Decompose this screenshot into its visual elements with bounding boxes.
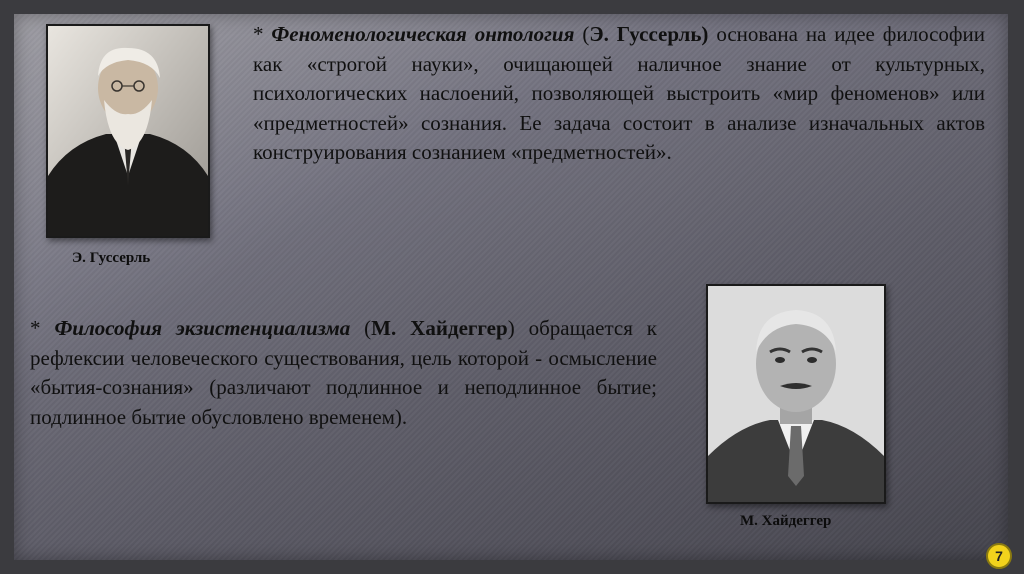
- paren-open: (: [574, 22, 590, 46]
- portrait-photo-icon: [708, 286, 884, 502]
- paren-close: ): [701, 22, 709, 46]
- heidegger-caption-surname: Хайдеггер: [761, 513, 832, 529]
- husserl-caption-initial: Э.: [72, 250, 86, 266]
- existentialism-body-text: обращается к рефлексии человеческого существования, цель которой - осмысление «бытия-сознания» (различают подлинное и неподлинное бытие; подлинное бытие обусловлено временем).: [30, 316, 658, 429]
- page-number-badge: 7: [986, 543, 1012, 569]
- term-phenomenological-ontology: Феноменологическая онтология: [271, 22, 575, 46]
- person-husserl-initial: Э: [589, 22, 604, 46]
- phenomenology-paragraph: [253, 20, 985, 168]
- husserl-caption: [72, 250, 150, 267]
- existentialism-paragraph: [30, 314, 657, 432]
- husserl-caption-surname: Гуссерль: [89, 250, 151, 266]
- heidegger-caption: [740, 513, 831, 530]
- phenomenology-body-text: основана на идее философии как «строгой науки», очищающей наличное знание от культурных, психологических наслоений, позволяющей выстроить «мир феноменов» или «предметностей» сознания. Ее задача состоит в анализе изначальных актов конструирования сознанием «предметностей».: [253, 22, 985, 164]
- person-heidegger-surname: . Хайдеггер: [390, 316, 508, 340]
- paren-close: ): [507, 316, 515, 340]
- paren-open: (: [350, 316, 372, 340]
- husserl-portrait-photo: [46, 24, 210, 238]
- heidegger-caption-initial: М.: [740, 513, 758, 529]
- bullet-marker: *: [30, 316, 55, 340]
- portrait-photo-icon: [48, 26, 208, 236]
- person-husserl-surname: . Гуссерль: [603, 22, 702, 46]
- bullet-marker: *: [253, 22, 272, 46]
- person-heidegger-initial: М: [371, 316, 391, 340]
- heidegger-portrait-photo: [706, 284, 886, 504]
- term-existentialism-philosophy: Философия экзистенциализма: [54, 316, 351, 340]
